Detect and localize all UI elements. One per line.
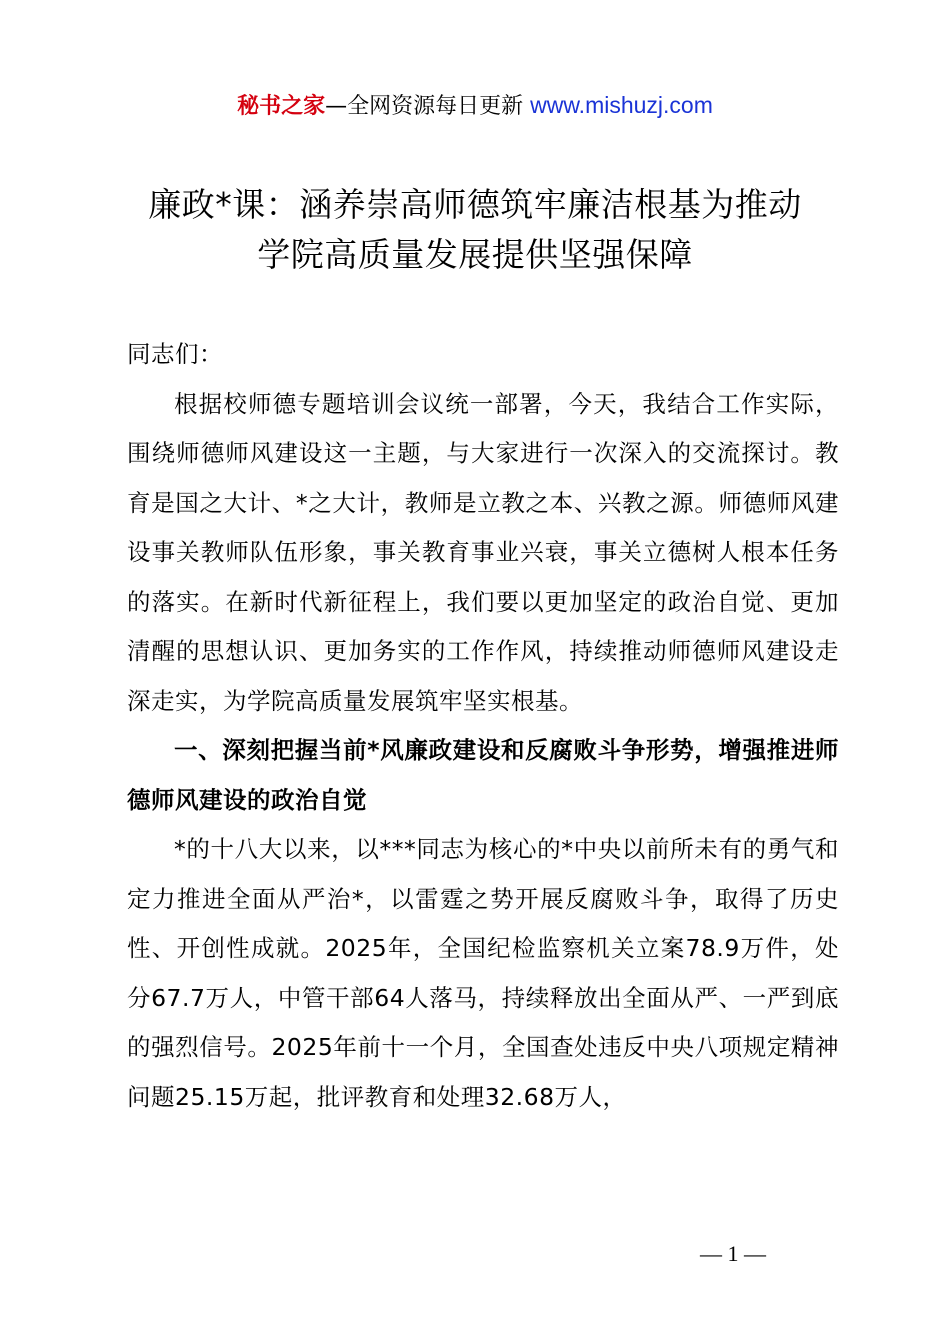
document-body (127, 330, 839, 1122)
banner-brand: 秘书之家 (237, 94, 326, 119)
salutation: 同志们： (127, 340, 223, 368)
banner-slogan: —全网资源每日更新 (325, 94, 531, 119)
title-line-1: 廉政*课：涵养崇高师德筑牢廉洁根基为推动 (148, 185, 802, 224)
site-banner (0, 88, 950, 124)
intro-paragraph: 根据校师德专题培训会议统一部署，今天，我结合工作实际，围绕师德师风建设这一主题，与大家进行一次深入的交流探讨。教育是国之大计、*之大计，教师是立教之本、兴教之源。师德师风建设事关教师队伍形象，事关教育事业兴衰，事关立德树人根本任务的落实。在新时代新征程上，我们要以更加坚定的政治自觉、更加清醒的思想认识、更加务实的工作作风，持续推动师德师风建设走深走实，为学院高质量发展筑牢坚实根基。 (127, 389, 839, 715)
title-line-2: 学院高质量发展提供坚强保障 (257, 235, 693, 274)
section-heading-1: 一、深刻把握当前*风廉政建设和反腐败斗争形势，增强推进师德师风建设的政治自觉 (127, 736, 839, 814)
page-number: — 1 — (700, 1241, 766, 1266)
banner-website-link[interactable]: www.mishuzj.com (530, 92, 713, 118)
document-title (60, 180, 890, 280)
body-paragraph: *的十八大以来，以***同志为核心的*中央以前所未有的勇气和定力推进全面从严治*，以雷霆之势开展反腐败斗争，取得了历史性、开创性成就。2025年，全国纪检监察机关立案78.9万件，处分67.7万人，中管干部64人落马，持续释放出全面从严、一严到底的强烈信号。2025年前十一个月，全国查处违反中央八项规定精神问题25.15万起，批评教育和处理32.68万人， (127, 835, 839, 1111)
